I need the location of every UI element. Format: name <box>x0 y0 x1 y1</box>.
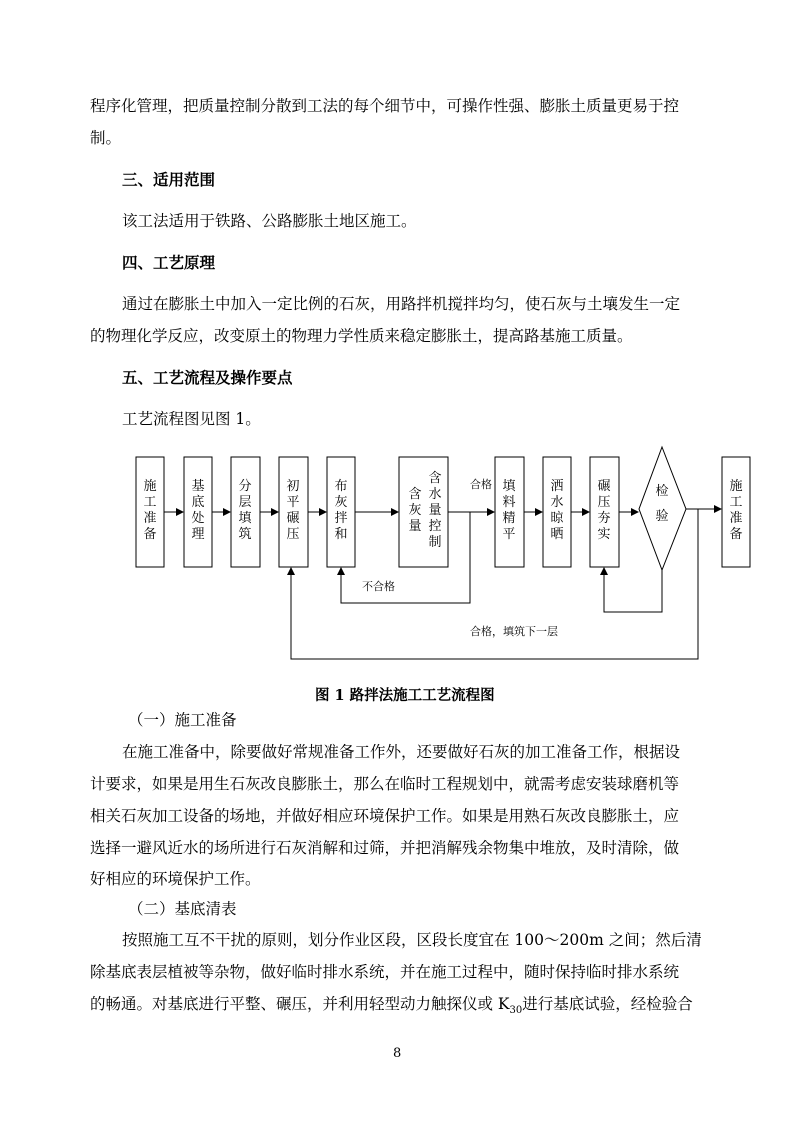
b6-col2-char: 控 <box>428 519 442 534</box>
process-flowchart <box>0 440 794 690</box>
principle-line-2: 的物理化学反应，改变原土的物理力学性质来稳定膨胀土，提高路基施工质量。 <box>90 327 633 345</box>
label-pass-next-layer: 合格，填筑下一层 <box>470 625 558 638</box>
b8-char: 洒 <box>550 479 564 494</box>
b10-char: 备 <box>729 527 743 542</box>
b4-char: 平 <box>286 495 300 510</box>
page-number: 8 <box>393 1046 402 1061</box>
b9-char: 夯 <box>597 511 611 526</box>
b8-char: 晾 <box>550 511 564 526</box>
s2-line-3-end: 进行基底试验，经检验合 <box>522 995 693 1013</box>
s2-line-1: 按照施工互不干扰的原则，划分作业区段，区段长度宜在 100～200m 之间；然后清 <box>122 931 702 949</box>
s1-line-1: 在施工准备中，除要做好常规准备工作外，还要做好石灰的加工准备工作，根据设 <box>122 743 681 761</box>
b1-char: 准 <box>143 511 157 526</box>
b8-char: 水 <box>550 495 564 510</box>
s2-line-2: 除基底表层植被等杂物，做好临时排水系统，并在施工过程中，随时保持临时排水系统 <box>90 963 680 981</box>
b5-char: 和 <box>334 527 348 542</box>
flow-reference: 工艺流程图见图 1。 <box>122 410 261 428</box>
b10-char: 准 <box>729 511 743 526</box>
b9-char: 实 <box>597 527 611 542</box>
scope-text: 该工法适用于铁路、公路膨胀土地区施工。 <box>122 212 417 230</box>
b9-char: 碾 <box>597 479 611 494</box>
b1-char: 工 <box>143 495 157 510</box>
intro-line-1: 程序化管理，把质量控制分散到工法的每个细节中，可操作性强、膨胀土质量更易于控 <box>90 97 680 115</box>
b2-char: 基 <box>191 479 205 494</box>
diamond-char: 检 <box>655 484 669 499</box>
b1-char: 施 <box>143 479 157 494</box>
b3-char: 层 <box>238 495 252 510</box>
b2-char: 处 <box>191 511 205 526</box>
b6-col2-char: 量 <box>428 503 442 518</box>
b5-char: 布 <box>334 479 348 494</box>
s2-line-3 <box>90 994 693 1021</box>
b6-col1-char: 灰 <box>408 503 422 518</box>
figure-caption: 图 1 路拌法施工工艺流程图 <box>315 687 495 704</box>
b3-char: 筑 <box>238 527 252 542</box>
b1-char: 备 <box>143 527 157 542</box>
s1-line-4: 选择一避风近水的场所进行石灰消解和过筛，并把消解残余物集中堆放，及时清除，做 <box>90 839 680 857</box>
b7-char: 料 <box>502 495 516 510</box>
b5-char: 拌 <box>334 511 348 526</box>
s1-line-5: 好相应的环境保护工作。 <box>90 870 261 888</box>
b6-col1-char: 含 <box>408 487 422 502</box>
b2-char: 底 <box>191 495 205 510</box>
b9-char: 压 <box>597 495 611 510</box>
b4-char: 碾 <box>286 511 300 526</box>
b4-char: 初 <box>286 479 300 494</box>
subsection-title-clearing: （二）基底清表 <box>128 900 237 918</box>
section-heading-process: 五、工艺流程及操作要点 <box>122 369 293 387</box>
b4-char: 压 <box>286 527 300 542</box>
b7-char: 填 <box>502 479 516 494</box>
b6-col2-char: 水 <box>428 487 442 502</box>
section-heading-scope: 三、适用范围 <box>122 171 216 189</box>
s1-line-2: 计要求，如果是用生石灰改良膨胀土，那么在临时工程规划中，就需考虑安装球磨机等 <box>90 775 680 793</box>
s1-line-3: 相关石灰加工设备的场地，并做好相应环境保护工作。如果是用熟石灰改良膨胀土，应 <box>90 807 680 825</box>
label-fail: 不合格 <box>362 580 395 593</box>
b10-char: 工 <box>729 495 743 510</box>
k30-subscript: 30 <box>509 1005 523 1017</box>
b2-char: 理 <box>191 527 205 542</box>
b6-col1-char: 量 <box>408 519 422 534</box>
b6-col2-char: 含 <box>428 471 442 486</box>
intro-line-2: 制。 <box>90 129 122 147</box>
b7-char: 精 <box>502 511 516 526</box>
b3-char: 分 <box>238 479 252 494</box>
principle-line-1: 通过在膨胀土中加入一定比例的石灰，用路拌机搅拌均匀，使石灰与土壤发生一定 <box>122 295 681 313</box>
b7-char: 平 <box>502 527 516 542</box>
b10-char: 施 <box>729 479 743 494</box>
subsection-title-prep: （一）施工准备 <box>128 711 237 729</box>
b8-char: 晒 <box>550 527 564 542</box>
b5-char: 灰 <box>334 495 348 510</box>
section-heading-principle: 四、工艺原理 <box>122 254 216 272</box>
diamond-char: 验 <box>655 509 669 524</box>
b3-char: 填 <box>238 511 252 526</box>
label-pass: 合格 <box>470 478 492 491</box>
s2-line-3-start: 的畅通。对基底进行平整、碾压，并利用轻型动力触探仪或 K <box>90 995 510 1013</box>
b6-col2-char: 制 <box>428 535 442 550</box>
